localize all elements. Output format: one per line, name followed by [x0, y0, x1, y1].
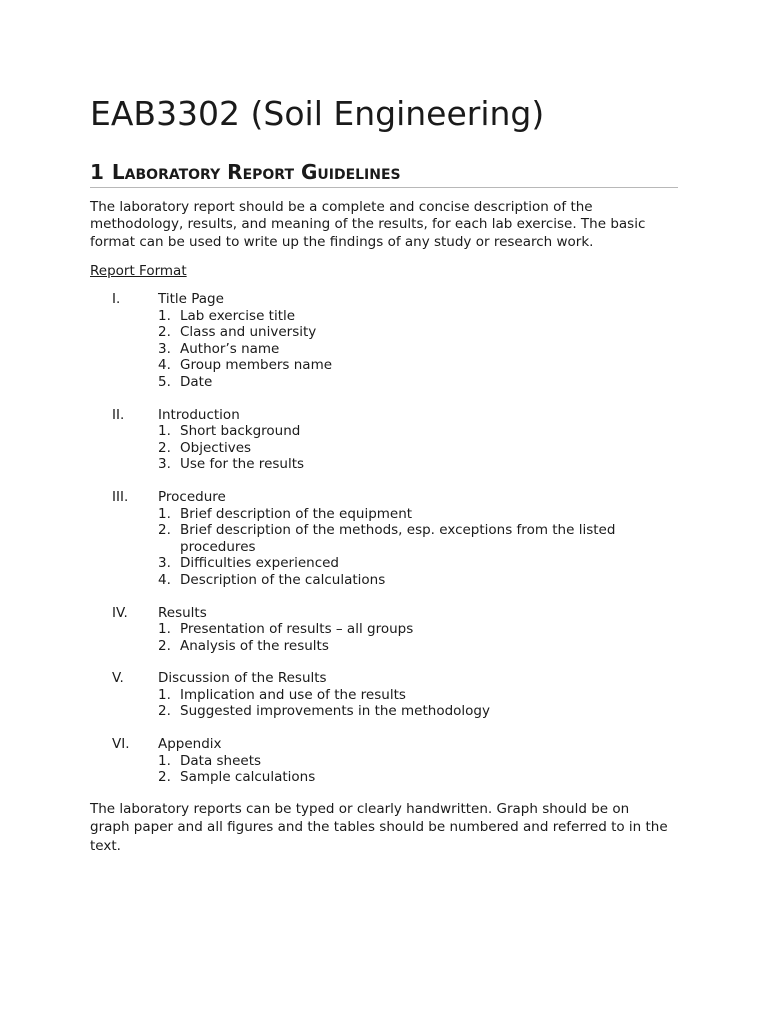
format-section — [90, 736, 680, 786]
item-number: 1. — [158, 307, 171, 324]
section-title: Discussion of the Results — [158, 670, 327, 687]
list-item — [158, 374, 680, 391]
section-title: Results — [158, 604, 207, 621]
list-item — [158, 703, 680, 720]
item-number: 3. — [158, 456, 171, 473]
item-number: 2. — [158, 439, 171, 456]
format-section — [90, 489, 680, 589]
report-format-label: Report Format — [90, 263, 187, 279]
item-number: 4. — [158, 571, 171, 588]
format-section — [90, 670, 680, 720]
intro-paragraph: The laboratory report should be a complete and concise description of the methodology, results, and meaning of the results, for each lab exercise. The basic format can be used to write up the findings of any study or research work. — [90, 199, 646, 250]
item-text: Suggested improvements in the methodology — [180, 703, 490, 720]
list-item — [158, 621, 680, 638]
item-text: Date — [180, 373, 213, 390]
section-items — [158, 308, 680, 391]
section-numeral: IV. — [112, 604, 128, 621]
list-item — [158, 506, 680, 523]
item-number: 3. — [158, 340, 171, 357]
section-items — [158, 753, 680, 786]
item-text: Data sheets — [180, 752, 262, 769]
section-items — [158, 687, 680, 720]
item-number: 3. — [158, 555, 171, 572]
format-section — [90, 291, 680, 391]
item-text: Brief description of the methods, esp. exceptions from the listed procedures — [180, 522, 616, 555]
item-text: Implication and use of the results — [180, 686, 406, 703]
item-text: Brief description of the equipment — [180, 505, 413, 522]
item-number: 1. — [158, 686, 171, 703]
heading-text: Laboratory Report Guidelines — [111, 160, 401, 184]
report-format-list — [90, 291, 680, 802]
section-items — [158, 621, 680, 654]
section-numeral: I. — [112, 291, 121, 307]
item-number: 1. — [158, 752, 171, 769]
section-numeral: III. — [112, 488, 129, 505]
item-text: Class and university — [180, 324, 317, 341]
item-number: 1. — [158, 505, 171, 522]
item-number: 1. — [158, 621, 171, 638]
section-heading — [90, 158, 678, 188]
closing-paragraph: The laboratory reports can be typed or clearly handwritten. Graph should be on graph paper and all figures and the tables should be numbered and referred to in the text. — [90, 801, 668, 854]
section-title: Introduction — [158, 406, 240, 423]
format-section — [90, 605, 680, 655]
section-numeral: V. — [112, 670, 124, 687]
item-text: Sample calculations — [180, 769, 316, 786]
item-number: 2. — [158, 769, 171, 786]
item-number: 2. — [158, 703, 171, 720]
list-item — [158, 308, 680, 325]
list-item — [158, 522, 680, 555]
item-number: 5. — [158, 373, 171, 390]
list-item — [158, 423, 680, 440]
section-title: Title Page — [158, 291, 224, 307]
item-text: Objectives — [180, 439, 252, 456]
list-item — [158, 357, 680, 374]
item-number: 2. — [158, 522, 171, 539]
item-text: Description of the calculations — [180, 571, 386, 588]
document-title: EAB3302 (Soil Engineering) — [90, 94, 545, 133]
list-item — [158, 572, 680, 589]
item-number: 2. — [158, 324, 171, 341]
list-item — [158, 324, 680, 341]
section-items — [158, 423, 680, 473]
list-item — [158, 341, 680, 358]
item-text: Author’s name — [180, 340, 280, 357]
list-item — [158, 555, 680, 572]
item-number: 2. — [158, 637, 171, 654]
item-text: Lab exercise title — [180, 307, 296, 324]
format-section — [90, 407, 680, 473]
item-number: 4. — [158, 357, 171, 374]
list-item — [158, 638, 680, 655]
list-item — [158, 440, 680, 457]
item-text: Group members name — [180, 357, 333, 374]
heading-number: 1 — [90, 160, 104, 184]
list-item — [158, 687, 680, 704]
item-text: Analysis of the results — [180, 637, 329, 654]
section-title: Appendix — [158, 736, 222, 753]
item-text: Use for the results — [180, 456, 305, 473]
item-text: Difficulties experienced — [180, 555, 339, 572]
item-text: Presentation of results – all groups — [180, 621, 414, 638]
section-numeral: VI. — [112, 736, 130, 753]
list-item — [158, 456, 680, 473]
section-numeral: II. — [112, 406, 125, 423]
section-title: Procedure — [158, 488, 226, 505]
section-items — [158, 506, 680, 589]
item-text: Short background — [180, 423, 301, 440]
item-number: 1. — [158, 423, 171, 440]
list-item — [158, 769, 680, 786]
list-item — [158, 753, 680, 770]
